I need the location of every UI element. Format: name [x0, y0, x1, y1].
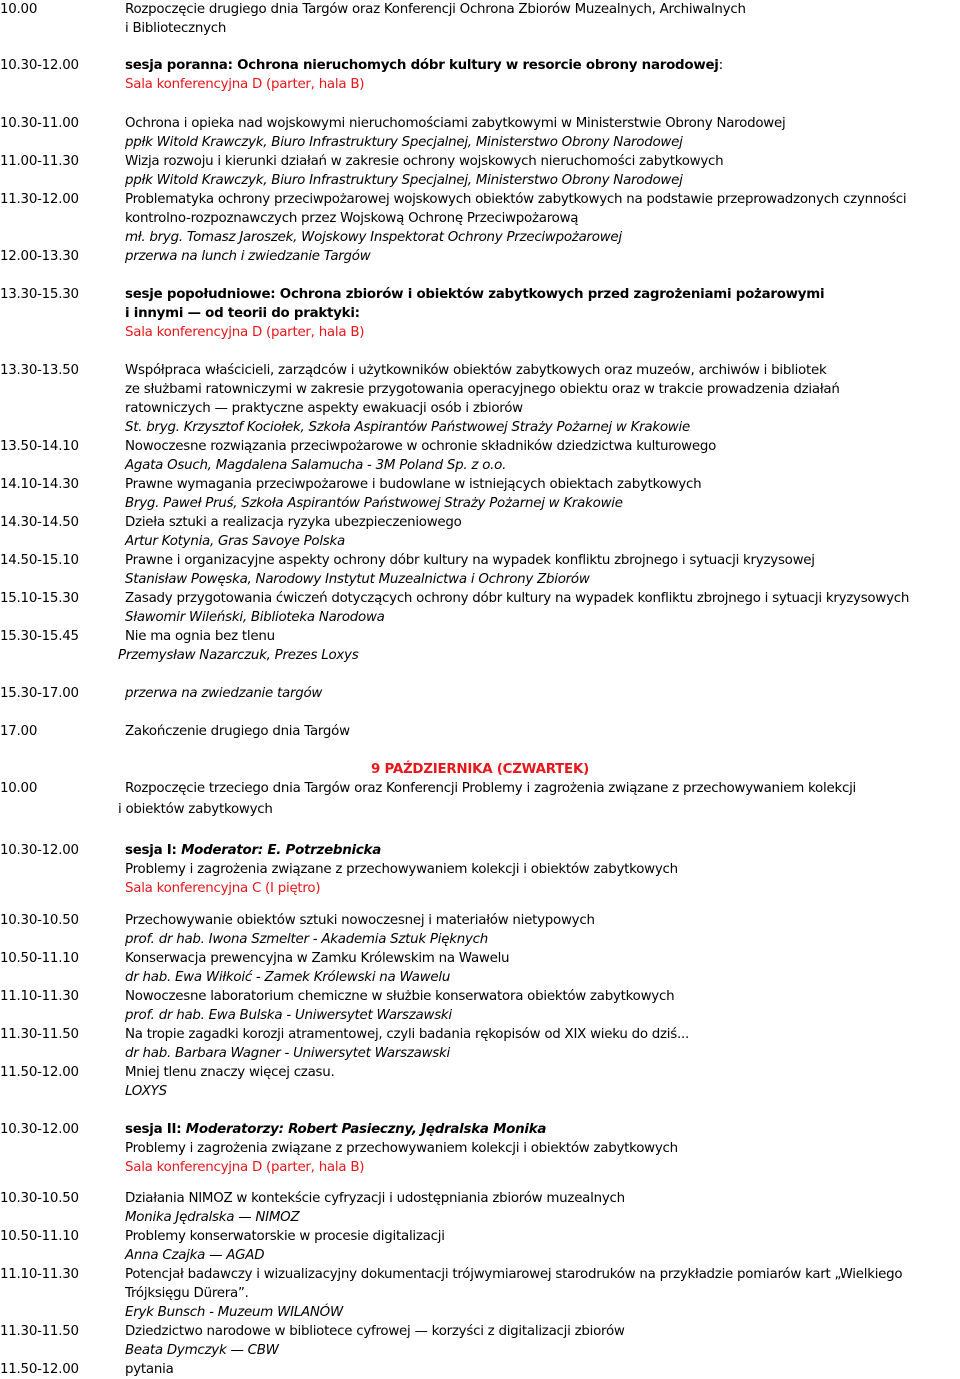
time-slot: 11.10-11.30 [0, 989, 79, 1004]
programme-line [0, 190, 960, 209]
speaker-line: mł. bryg. Tomasz Jaroszek, Wojskowy Inspektorat Ochrony Przeciwpożarowej [125, 230, 622, 245]
programme-line [0, 171, 960, 190]
time-slot: 10.30-10.50 [0, 913, 79, 928]
programme-line [0, 1082, 960, 1101]
programme-text: Mniej tlenu znaczy więcej czasu. [125, 1065, 335, 1080]
speaker-line: Eryk Bunsch - Muzeum WILANÓW [125, 1305, 343, 1320]
session-heading-part: : [718, 58, 723, 73]
time-slot: 11.10-11.30 [0, 1267, 79, 1282]
speaker-line: Bryg. Paweł Pruś, Szkoła Aspirantów Państwowej Straży Pożarnej w Krakowie [125, 496, 623, 511]
programme-line [0, 285, 960, 304]
programme-line [0, 1341, 960, 1360]
time-slot: 11.50-12.00 [0, 1065, 79, 1080]
programme-text: Problemy i zagrożenia związane z przechowywaniem kolekcji i obiektów zabytkowych [125, 862, 678, 877]
programme-line [0, 19, 960, 38]
time-slot: 10.00 [0, 2, 38, 17]
programme-line [0, 722, 960, 741]
programme-line [0, 494, 960, 513]
programme-line [0, 949, 960, 968]
time-slot: 10.50-11.10 [0, 951, 79, 966]
programme-text: Dzieła sztuki a realizacja ryzyka ubezpieczeniowego [125, 515, 462, 530]
programme-line [0, 361, 960, 380]
speaker-line: Beata Dymczyk — CBW [125, 1343, 279, 1358]
programme-line [0, 437, 960, 456]
room-label: Sala konferencyjna D (parter, hala B) [125, 77, 365, 92]
speaker-line: prof. dr hab. Iwona Szmelter - Akademia Sztuk Pięknych [125, 932, 488, 947]
programme-text: Nowoczesne rozwiązania przeciwpożarowe w ochronie składników dziedzictwa kulturowego [125, 439, 717, 454]
programme-text: i Bibliotecznych [125, 21, 227, 36]
speaker-line: St. bryg. Krzysztof Kociołek, Szkoła Aspirantów Państwowej Straży Pożarnej w Krakowie [125, 420, 690, 435]
time-slot: 14.50-15.10 [0, 553, 79, 568]
programme-line [0, 800, 960, 819]
programme-line [0, 1120, 960, 1139]
time-slot: 17.00 [0, 724, 38, 739]
programme-line [0, 1303, 960, 1322]
programme-text: Ochrona i opieka nad wojskowymi nieruchomościami zabytkowymi w Ministerstwie Obrony Narodowej [125, 116, 786, 131]
programme-line [0, 879, 960, 898]
programme-line [0, 380, 960, 399]
programme-line [0, 608, 960, 627]
session-heading-part: sesja I: [125, 843, 182, 858]
programme-text: Potencjał badawczy i wizualizacyjny dokumentacji trójwymiarowej starodruków na przykładzie pomiarów kart „Wielkiego [125, 1267, 903, 1282]
programme-line [0, 589, 960, 608]
programme-line [0, 133, 960, 152]
time-slot: 11.30-12.00 [0, 192, 79, 207]
programme-text: Nowoczesne laboratorium chemiczne w służbie konserwatora obiektów zabytkowych [125, 989, 675, 1004]
programme-line [0, 1044, 960, 1063]
day-heading: 9 PAŹDZIERNIKA (CZWARTEK) [371, 762, 589, 777]
programme-line [0, 987, 960, 1006]
time-slot: 13.50-14.10 [0, 439, 79, 454]
time-slot: 10.30-12.00 [0, 843, 79, 858]
time-slot: 10.30-12.00 [0, 58, 79, 73]
programme-text: Wizja rozwoju i kierunki działań w zakresie ochrony wojskowych nieruchomości zabytkowych [125, 154, 724, 169]
programme-text: kontrolno-rozpoznawczych przez Wojskową Ochronę Przeciwpożarową [125, 211, 579, 226]
programme-line [0, 841, 960, 860]
time-slot: 11.00-11.30 [0, 154, 79, 169]
programme-line [0, 152, 960, 171]
time-slot: 10.00 [0, 781, 38, 796]
time-slot: 11.50-12.00 [0, 1362, 79, 1377]
time-slot: 10.30-12.00 [0, 1122, 79, 1137]
speaker-line: Stanisław Powęska, Narodowy Instytut Muzealnictwa i Ochrony Zbiorów [125, 572, 590, 587]
programme-line [0, 570, 960, 589]
room-label: Sala konferencyjna D (parter, hala B) [125, 325, 365, 340]
session-heading-part: sesja II: [125, 1122, 186, 1137]
time-slot: 11.30-11.50 [0, 1027, 79, 1042]
programme-text: Rozpoczęcie trzeciego dnia Targów oraz Konferencji Problemy i zagrożenia związane z przechowywaniem kolekcji [125, 781, 857, 796]
programme-line [0, 1284, 960, 1303]
programme-line [0, 1025, 960, 1044]
room-label: Sala konferencyjna D (parter, hala B) [125, 1160, 365, 1175]
programme-line [0, 456, 960, 475]
session-heading [125, 841, 381, 860]
programme-text: Przechowywanie obiektów sztuki nowoczesnej i materiałów nietypowych [125, 913, 595, 928]
programme-text: Prawne wymagania przeciwpożarowe i budowlane w istniejących obiektach zabytkowych [125, 477, 702, 492]
programme-text: Działania NIMOZ w kontekście cyfryzacji i udostępniania zbiorów muzealnych [125, 1191, 625, 1206]
programme-line [0, 930, 960, 949]
programme-line [0, 911, 960, 930]
programme-line [0, 1227, 960, 1246]
speaker-line: Artur Kotynia, Gras Savoye Polska [125, 534, 345, 549]
programme-text: Trójksięgu Dürera”. [125, 1286, 249, 1301]
programme-text: Współpraca właścicieli, zarządców i użytkowników obiektów zabytkowych oraz muzeów, archiwów i bibliotek [125, 363, 827, 378]
time-slot: 14.30-14.50 [0, 515, 79, 530]
speaker-line: ppłk Witold Krawczyk, Biuro Infrastruktury Specjalnej, Ministerstwo Obrony Narodowej [125, 173, 683, 188]
programme-line [0, 684, 960, 703]
speaker-line: dr hab. Barbara Wagner - Uniwersytet Warszawski [125, 1046, 451, 1061]
programme-line [0, 114, 960, 133]
speaker-line: dr hab. Ewa Wiłkoić - Zamek Królewski na Wawelu [125, 970, 451, 985]
time-slot: 15.10-15.30 [0, 591, 79, 606]
programme-text: Problemy konserwatorskie w procesie digitalizacji [125, 1229, 445, 1244]
session-heading-part: Moderatorzy: Robert Pasieczny, Jędralska Monika [185, 1122, 547, 1137]
programme-line [0, 1322, 960, 1341]
programme-line [0, 532, 960, 551]
programme-line [0, 399, 960, 418]
speaker-line: Monika Jędralska — NIMOZ [125, 1210, 300, 1225]
time-slot: 10.50-11.10 [0, 1229, 79, 1244]
time-slot: 13.30-15.30 [0, 287, 79, 302]
programme-line [0, 1063, 960, 1082]
session-heading [125, 1120, 546, 1139]
programme-text: i innymi — od teorii do praktyki: [125, 306, 360, 321]
speaker-line: Anna Czajka — AGAD [125, 1248, 265, 1263]
speaker-line: prof. dr hab. Ewa Bulska - Uniwersytet Warszawski [125, 1008, 452, 1023]
time-slot: 14.10-14.30 [0, 477, 79, 492]
room-label: Sala konferencyjna C (I piętro) [125, 881, 321, 896]
programme-line [0, 1006, 960, 1025]
programme-line [0, 513, 960, 532]
programme-text: Zasady przygotowania ćwiczeń dotyczących ochrony dóbr kultury na wypadek konfliktu zbrojnego i sytuacji kryzysowych [125, 591, 910, 606]
programme-line [0, 968, 960, 987]
programme-text: Problemy i zagrożenia związane z przechowywaniem kolekcji i obiektów zabytkowych [125, 1141, 678, 1156]
programme-line [0, 228, 960, 247]
time-slot: 10.30-10.50 [0, 1191, 79, 1206]
speaker-line: Agata Osuch, Magdalena Salamucha - 3M Poland Sp. z o.o. [125, 458, 507, 473]
programme-text: ze służbami ratowniczymi w zakresie przygotowania operacyjnego obiektu oraz w trakcie prowadzenia działań [125, 382, 840, 397]
programme-line [0, 627, 960, 646]
programme-line [0, 56, 960, 75]
programme-line [0, 860, 960, 879]
programme-text: pytania [125, 1362, 174, 1377]
programme-text: Prawne i organizacyjne aspekty ochrony dóbr kultury na wypadek konfliktu zbrojnego i sytuacji kryzysowej [125, 553, 815, 568]
programme-line [0, 0, 960, 19]
time-slot: 15.30-15.45 [0, 629, 79, 644]
time-slot: 13.30-13.50 [0, 363, 79, 378]
programme-text: Na tropie zagadki korozji atramentowej, czyli badania rękopisów od XIX wieku do dziś... [125, 1027, 690, 1042]
programme-line [0, 1189, 960, 1208]
session-heading-part: Moderator: E. Potrzebnicka [181, 843, 381, 858]
speaker-line: LOXYS [125, 1084, 167, 1099]
programme-text: Konserwacja prewencyjna w Zamku Królewskim na Wawelu [125, 951, 510, 966]
speaker-line: przerwa na lunch i zwiedzanie Targów [125, 249, 371, 264]
time-slot: 15.30-17.00 [0, 686, 79, 701]
speaker-line: przerwa na zwiedzanie targów [125, 686, 323, 701]
programme-text: Rozpoczęcie drugiego dnia Targów oraz Konferencji Ochrona Zbiorów Muzealnych, Archiwalnych [125, 2, 746, 17]
programme-text: Dziedzictwo narodowe w bibliotece cyfrowej — korzyści z digitalizacji zbiorów [125, 1324, 625, 1339]
programme-line [0, 779, 960, 798]
session-heading [125, 56, 723, 75]
programme-line [0, 1158, 960, 1177]
programme-line [0, 75, 960, 94]
time-slot: 12.00-13.30 [0, 249, 79, 264]
speaker-line: ppłk Witold Krawczyk, Biuro Infrastruktury Specjalnej, Ministerstwo Obrony Narodowej [125, 135, 683, 150]
programme-line [0, 1246, 960, 1265]
speaker-line: Sławomir Wileński, Biblioteka Narodowa [125, 610, 385, 625]
programme-line [0, 760, 960, 779]
programme-line [0, 323, 960, 342]
programme-text: Zakończenie drugiego dnia Targów [125, 724, 350, 739]
time-slot: 11.30-11.50 [0, 1324, 79, 1339]
programme-line [0, 1265, 960, 1284]
programme-line [0, 304, 960, 323]
programme-text: sesje popołudniowe: Ochrona zbiorów i obiektów zabytkowych przed zagrożeniami pożarowymi [125, 287, 825, 302]
programme-text: ratowniczych — praktyczne aspekty ewakuacji osób i zbiorów [125, 401, 523, 416]
programme-text: Problematyka ochrony przeciwpożarowej wojskowych obiektów zabytkowych na podstawie przeprowadzonych czynności [125, 192, 907, 207]
programme-line [0, 551, 960, 570]
speaker-line: Przemysław Nazarczuk, Prezes Loxys [118, 648, 359, 663]
programme-text: Nie ma ognia bez tlenu [125, 629, 275, 644]
programme-line [0, 418, 960, 437]
programme-line [0, 247, 960, 266]
programme-line [0, 1139, 960, 1158]
programme-line [0, 475, 960, 494]
programme-line [0, 209, 960, 228]
session-heading-part: sesja poranna: Ochrona nieruchomych dóbr kultury w resorcie obrony narodowej [125, 58, 719, 73]
programme-line [0, 646, 960, 665]
programme-line [0, 1360, 960, 1379]
time-slot: 10.30-11.00 [0, 116, 79, 131]
programme-line [0, 1208, 960, 1227]
programme-text: i obiektów zabytkowych [118, 802, 273, 817]
